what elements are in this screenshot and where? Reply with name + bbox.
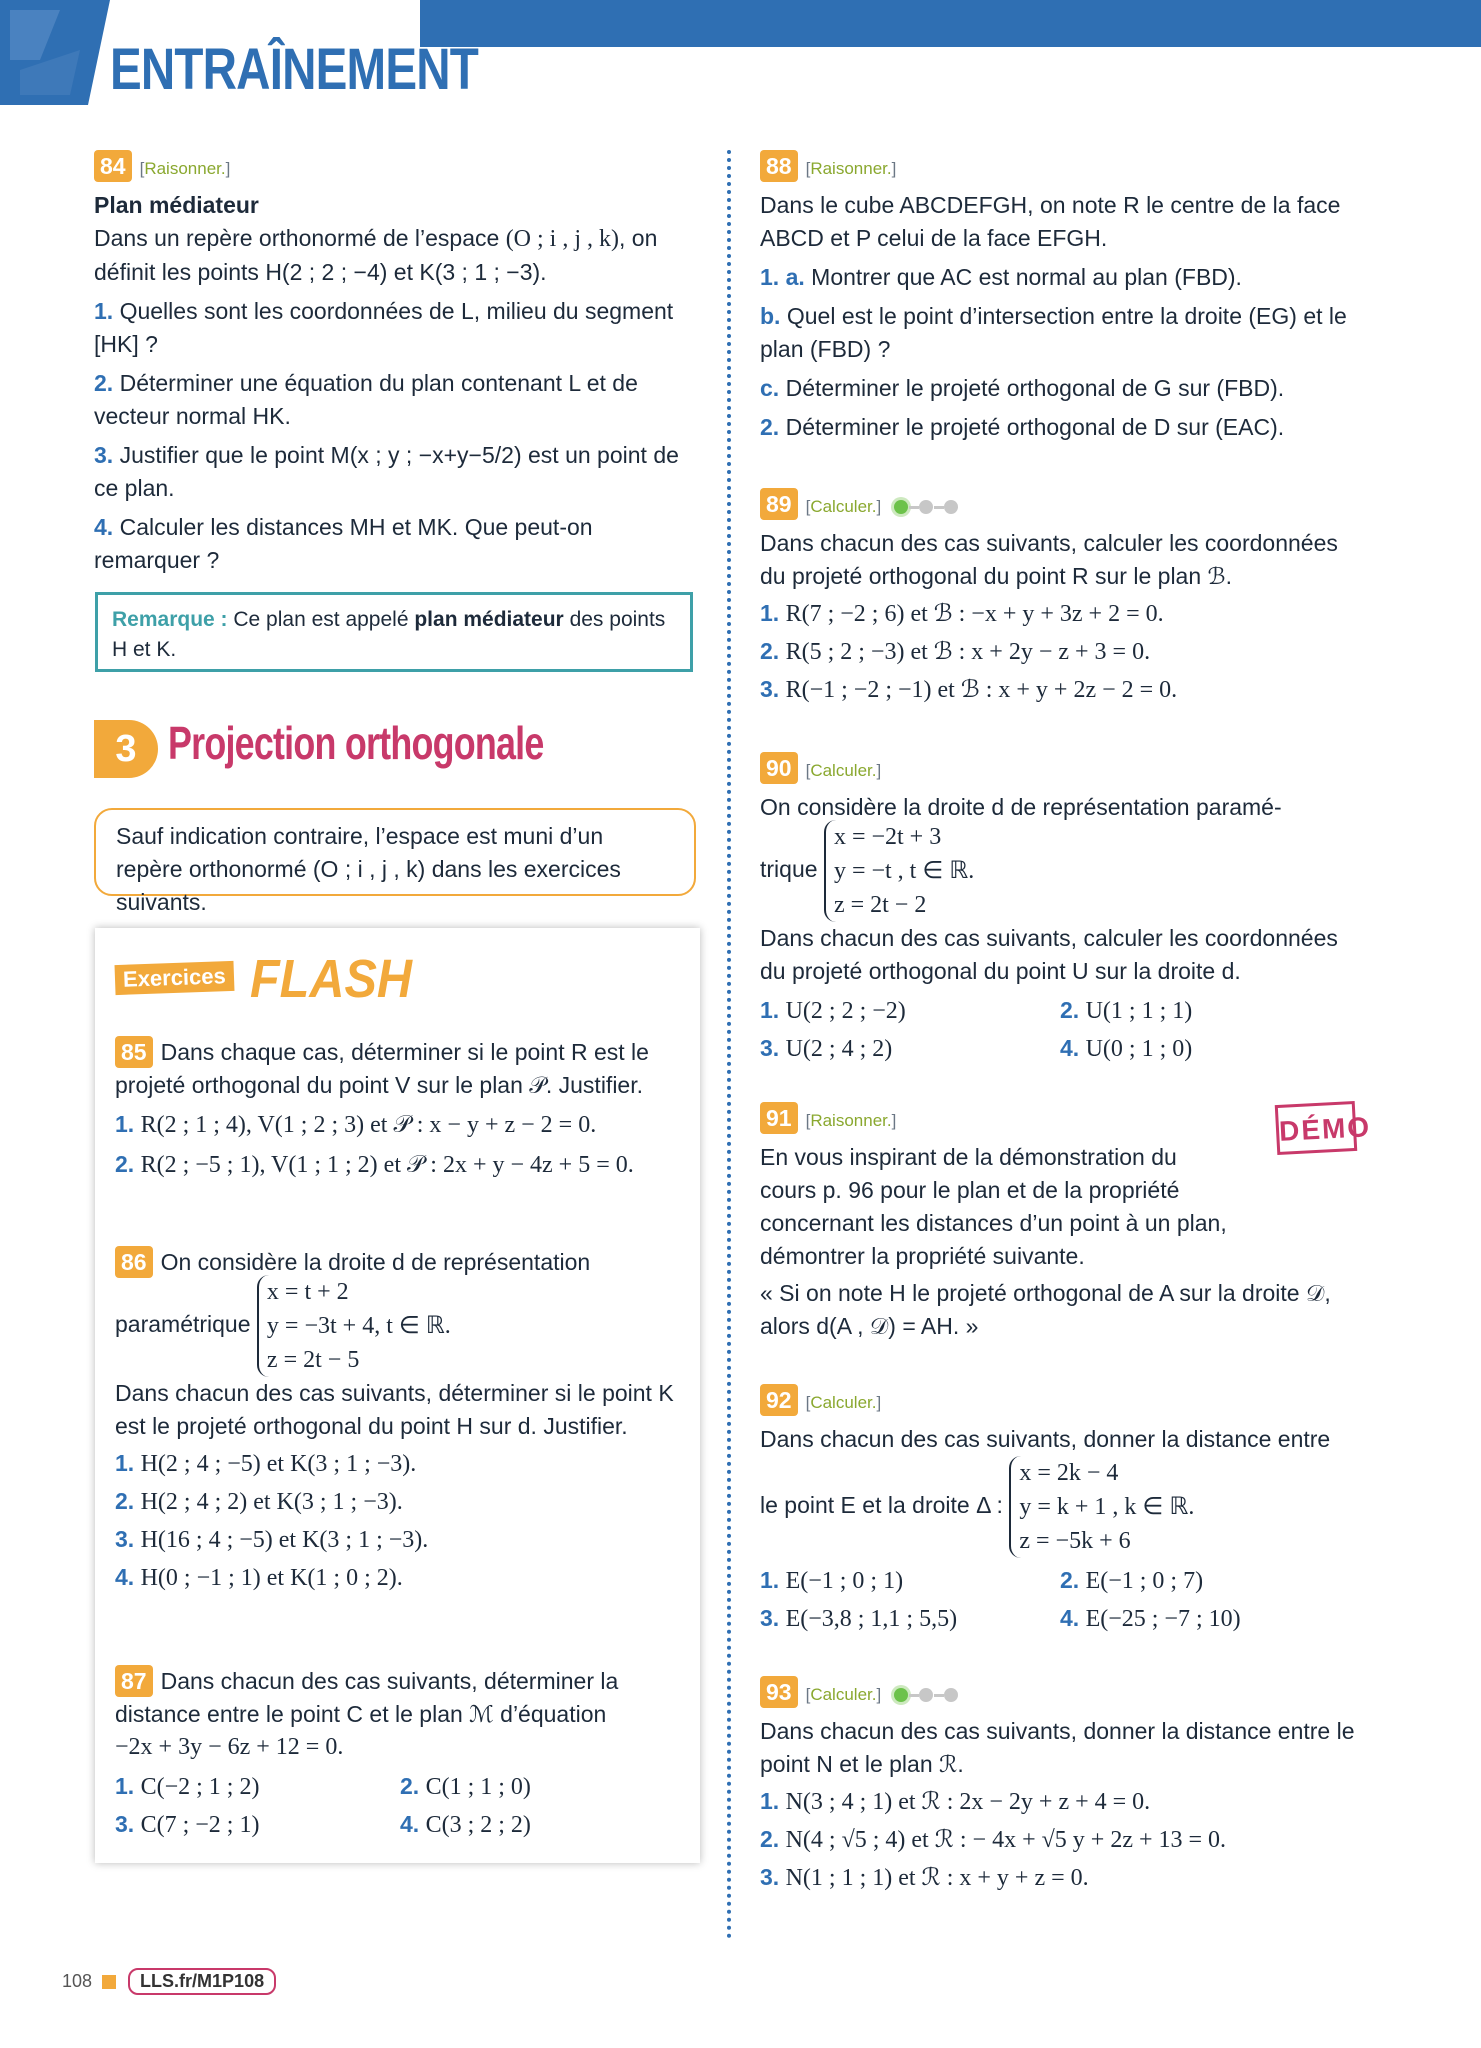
remark-text: Ce plan est appelé bbox=[233, 608, 409, 631]
exercise-93: 93 [Calculer.] Dans chacun des cas suivants, donner la distance entre le point N et le plan ℛ. 1. N(3 ; 4 ; 1) et ℛ : 2x − 2y + z + 4 = 0. 2. N(4 ; √5 ; 4) et ℛ : − 4x + √5 y + 2z + 13 = 0. 3. N(1 ; 1 ; 1) et ℛ : x + y + z = 0. bbox=[760, 1676, 1360, 1895]
question-3: E(−3,8 ; 1,1 ; 5,5) bbox=[785, 1606, 958, 1632]
remark-end: des points H et K. bbox=[112, 608, 666, 661]
exercise-number: 91 bbox=[760, 1102, 798, 1134]
exercise-number: 87 bbox=[115, 1665, 153, 1697]
exercise-text: Dans chaque cas, déterminer si le point R est le projeté orthogonal du point V sur le plan 𝒫. Justifier. bbox=[115, 1039, 649, 1098]
exercise-85: 85 Dans chaque cas, déterminer si le point R est le projeté orthogonal du point V sur le plan 𝒫. Justifier. 1. R(2 ; 1 ; 4), V(1 ; 2 ; 3) et 𝒫 : x − y + z − 2 = 0. 2. R(2 ; −5 ; 1), V(1 ; 1 ; 2) et 𝒫 : 2x + y − 4z + 5 = 0. bbox=[115, 1036, 685, 1182]
question-3: H(16 ; 4 ; −5) et K(3 ; 1 ; −3). bbox=[140, 1527, 429, 1553]
intro-end: , on bbox=[619, 225, 658, 251]
exercise-intro-2: définit les points H(2 ; 2 ; −4) et K(3 ; 1 ; −3). bbox=[94, 259, 547, 285]
question-2: N(4 ; √5 ; 4) et ℛ : − 4x + √5 y + 2z + 13 = 0. bbox=[785, 1827, 1227, 1853]
question-2: Déterminer le projeté orthogonal de D sur (EAC). bbox=[785, 414, 1285, 440]
exercise-text: Dans chacun des cas suivants, donner la distance entre bbox=[760, 1426, 1331, 1452]
question-2: U(1 ; 1 ; 1) bbox=[1085, 998, 1193, 1024]
sys-line-1: x = −2t + 3 bbox=[833, 824, 942, 850]
exercise-text: Dans le cube ABCDEFGH, on note R le centre de la face ABCD et P celui de la face EFGH. bbox=[760, 192, 1341, 251]
exercise-tag: Raisonner. bbox=[810, 159, 892, 178]
exercise-tag: Calculer. bbox=[810, 497, 877, 516]
question-4: Calculer les distances MH et MK. Que peut-on remarquer ? bbox=[94, 514, 593, 573]
flash-exercises-box bbox=[95, 928, 700, 1863]
question-3: R(−1 ; −2 ; −1) et ℬ : x + y + 2z − 2 = 0. bbox=[785, 677, 1178, 703]
question-1: E(−1 ; 0 ; 1) bbox=[785, 1568, 904, 1594]
question-2: E(−1 ; 0 ; 7) bbox=[1085, 1568, 1204, 1594]
exercise-tag: Raisonner. bbox=[144, 159, 226, 178]
trique-label: trique bbox=[760, 856, 818, 883]
exercise-number: 92 bbox=[760, 1384, 798, 1416]
exercise-tag: Raisonner. bbox=[810, 1111, 892, 1130]
section-title: Projection orthogonale bbox=[168, 717, 544, 769]
question-2: Déterminer une équation du plan contenant L et de vecteur normal HK. bbox=[94, 370, 638, 429]
exercise-intro: Dans un repère orthonormé de l’espace bbox=[94, 225, 500, 251]
corner-logo bbox=[0, 0, 110, 105]
question-1: H(2 ; 4 ; −5) et K(3 ; 1 ; −3). bbox=[140, 1451, 417, 1477]
exercise-number: 88 bbox=[760, 150, 798, 182]
exercise-text-2: Dans chacun des cas suivants, déterminer si le point K est le projeté orthogonal du point H sur d. Justifier. bbox=[115, 1380, 674, 1439]
question-3: U(2 ; 4 ; 2) bbox=[785, 1036, 893, 1062]
exercise-title: Plan médiateur bbox=[94, 192, 259, 218]
equation: −2x + 3y − 6z + 12 = 0. bbox=[115, 1734, 344, 1760]
remark-box bbox=[95, 592, 693, 672]
exercise-92: 92 [Calculer.] Dans chacun des cas suivants, donner la distance entre le point E et la droite Δ : x = 2k − 4 y = k + 1 , k ∈ ℝ. z = −5k + 6 1. E(−1 ; 0 ; 1) 2. E(−1 ; 0 ; 7) 3. E(−3,8 ; 1,1 ; 5,5) 4. E(−25 ; −7 ; 10) bbox=[760, 1384, 1360, 1636]
footer-link[interactable]: LLS.fr/M1P108 bbox=[128, 1968, 276, 1995]
exercise-quote: « Si on note H le projeté orthogonal de A sur la droite 𝒟, alors d(A , 𝒟) = AH. » bbox=[760, 1280, 1331, 1339]
flash-word: FLASH bbox=[250, 949, 412, 1009]
question-1a: Montrer que AC est normal au plan (FBD). bbox=[811, 264, 1242, 290]
param-label: paramétrique bbox=[115, 1311, 251, 1338]
exercise-number: 84 bbox=[94, 150, 132, 182]
sys-line-2: y = −3t + 4, t ∈ ℝ. bbox=[266, 1313, 451, 1339]
question-3: N(1 ; 1 ; 1) et ℛ : x + y + z = 0. bbox=[785, 1865, 1089, 1891]
exercise-88: 88 [Raisonner.] Dans le cube ABCDEFGH, on note R le centre de la face ABCD et P celui de la face EFGH. 1. a. Montrer que AC est normal au plan (FBD). b. Quel est le point d’intersection entre la droite (EG) et le plan (FBD) ? c. Déterminer le projeté orthogonal de G sur (FBD). 2. Déterminer le projeté orthogonal de D sur (EAC). bbox=[760, 150, 1360, 444]
exercise-tag: Calculer. bbox=[810, 761, 877, 780]
remark-bold: plan médiateur bbox=[414, 608, 564, 631]
page-title: ENTRAÎNEMENT bbox=[110, 37, 479, 102]
footer bbox=[62, 1968, 276, 1995]
exercise-87: 87 Dans chacun des cas suivants, déterminer la distance entre le point C et le plan ℳ d’équation −2x + 3y − 6z + 12 = 0. 1. C(−2 ; 1 ; 2) 2. C(1 ; 1 ; 0) 3. C(7 ; −2 ; 1) 4. C(3 ; 2 ; 2) bbox=[115, 1665, 685, 1842]
sys-line-3: z = 2t − 5 bbox=[266, 1347, 360, 1373]
exercise-text: Dans chacun des cas suivants, calculer les coordonnées du projeté orthogonal du point R sur le plan ℬ. bbox=[760, 530, 1338, 589]
question-1: R(7 ; −2 ; 6) et ℬ : −x + y + 3z + 2 = 0. bbox=[785, 601, 1164, 627]
question-2: C(1 ; 1 ; 0) bbox=[425, 1774, 531, 1800]
question-2: R(2 ; −5 ; 1), V(1 ; 1 ; 2) et 𝒫 : 2x + y − 4z + 5 = 0. bbox=[140, 1152, 634, 1178]
sys-line-1: x = 2k − 4 bbox=[1019, 1460, 1119, 1486]
question-3: Justifier que le point M(x ; y ; −x+y−5/2) est un point de ce plan. bbox=[94, 442, 679, 501]
parametric-system bbox=[1009, 1456, 1194, 1558]
exercise-text: Dans chacun des cas suivants, déterminer la distance entre le point C et le plan ℳ d’équation bbox=[115, 1668, 619, 1727]
exercise-text: Dans chacun des cas suivants, donner la distance entre le point N et le plan ℛ. bbox=[760, 1718, 1355, 1777]
exercise-number: 86 bbox=[115, 1246, 153, 1278]
sys-line-3: z = 2t − 2 bbox=[833, 892, 927, 918]
difficulty-indicator bbox=[894, 489, 959, 522]
question-1b: Quel est le point d’intersection entre la droite (EG) et le plan (FBD) ? bbox=[760, 303, 1347, 362]
exercise-91: 91 [Raisonner.] En vous inspirant de la démonstration du cours p. 96 pour le plan et de la propriété concernant les distances d’un point à un plan, démontrer la propriété suivante. « Si on note H le projeté orthogonal de A sur la droite 𝒟, alors d(A , 𝒟) = AH. » bbox=[760, 1102, 1360, 1343]
question-4: H(0 ; −1 ; 1) et K(1 ; 0 ; 2). bbox=[140, 1565, 403, 1591]
exercise-text: On considère la droite d de représentation bbox=[160, 1249, 591, 1275]
exercise-number: 85 bbox=[115, 1036, 153, 1068]
exercise-text-2: Dans chacun des cas suivants, calculer les coordonnées du projeté orthogonal du point U sur la droite d. bbox=[760, 925, 1338, 984]
exercise-tag: Calculer. bbox=[810, 1685, 877, 1704]
exercise-90: 90 [Calculer.] On considère la droite d de représentation paramé- trique x = −2t + 3 y = −t , t ∈ ℝ. z = 2t − 2 Dans chacun des cas suivants, calculer les coordonnées du projeté orthogonal du point U sur la droite d. 1. U(2 ; 2 ; −2) 2. U(1 ; 1 ; 1) 3. U(2 ; 4 ; 2) 4. U(0 ; 1 ; 0) bbox=[760, 752, 1360, 1066]
sys-line-1: x = t + 2 bbox=[266, 1279, 349, 1305]
exercise-number: 93 bbox=[760, 1676, 798, 1708]
sys-line-2: y = k + 1 , k ∈ ℝ. bbox=[1019, 1494, 1195, 1520]
question-1c: Déterminer le projeté orthogonal de G sur (FBD). bbox=[785, 375, 1285, 401]
footer-square-icon bbox=[102, 1975, 116, 1989]
column-divider bbox=[727, 150, 731, 1940]
exercise-text: On considère la droite d de représentation paramé- bbox=[760, 794, 1282, 820]
question-1: N(3 ; 4 ; 1) et ℛ : 2x − 2y + z + 4 = 0. bbox=[785, 1789, 1151, 1815]
frame-notation: (O ; i , j , k) bbox=[505, 226, 620, 252]
demo-badge[interactable]: DÉMO bbox=[1275, 1101, 1358, 1155]
question-1: Quelles sont les coordonnées de L, milieu du segment [HK] ? bbox=[94, 298, 674, 357]
question-1: R(2 ; 1 ; 4), V(1 ; 2 ; 3) et 𝒫 : x − y + z − 2 = 0. bbox=[140, 1112, 597, 1138]
parametric-system bbox=[257, 1275, 451, 1377]
flash-label: Exercices bbox=[115, 961, 235, 995]
parametric-system bbox=[824, 820, 974, 922]
exercise-number: 89 bbox=[760, 488, 798, 520]
question-2: H(2 ; 4 ; 2) et K(3 ; 1 ; −3). bbox=[140, 1489, 403, 1515]
question-4: U(0 ; 1 ; 0) bbox=[1085, 1036, 1193, 1062]
question-4: E(−25 ; −7 ; 10) bbox=[1085, 1606, 1241, 1632]
question-4: C(3 ; 2 ; 2) bbox=[425, 1812, 531, 1838]
question-3: C(7 ; −2 ; 1) bbox=[140, 1812, 260, 1838]
exercise-86: 86 On considère la droite d de représentation paramétrique x = t + 2 y = −3t + 4, t ∈ ℝ. z = 2t − 5 Dans chacun des cas suivants, déterminer si le point K est le projeté orthogonal du point H sur d. Justifier. 1. H(2 ; 4 ; −5) et K(3 ; 1 ; −3). 2. H(2 ; 4 ; 2) et K(3 ; 1 ; −3). 3. H(16 ; 4 ; −5) et K(3 ; 1 ; −3). 4. H(0 ; −1 ; 1) et K(1 ; 0 ; 2). bbox=[115, 1246, 685, 1595]
exercise-tag: Calculer. bbox=[810, 1393, 877, 1412]
remark-label: Remarque : bbox=[112, 608, 228, 631]
question-1: C(−2 ; 1 ; 2) bbox=[140, 1774, 260, 1800]
difficulty-indicator bbox=[894, 1677, 959, 1710]
sys-line-3: z = −5k + 6 bbox=[1019, 1528, 1131, 1554]
sys-line-2: y = −t , t ∈ ℝ. bbox=[833, 858, 975, 884]
section-number: 3 bbox=[94, 720, 158, 778]
question-1: U(2 ; 2 ; −2) bbox=[785, 998, 906, 1024]
exercise-89: 89 [Calculer.] Dans chacun des cas suivants, calculer les coordonnées du projeté orthogonal du point R sur le plan ℬ. 1. R(7 ; −2 ; 6) et ℬ : −x + y + 3z + 2 = 0. 2. R(5 ; 2 ; −3) et ℬ : x + 2y − z + 3 = 0. 3. R(−1 ; −2 ; −1) et ℬ : x + y + 2z − 2 = 0. bbox=[760, 488, 1360, 707]
exercise-number: 90 bbox=[760, 752, 798, 784]
info-box: Sauf indication contraire, l’espace est muni d’un repère orthonormé (O ; i , j , k) dans les exercices suivants. bbox=[94, 808, 696, 896]
exercise-text-2: le point E et la droite Δ : bbox=[760, 1492, 1003, 1519]
top-banner bbox=[420, 0, 1481, 47]
page-number: 108 bbox=[62, 1971, 93, 1991]
exercise-84: 84 [Raisonner.] Plan médiateur Dans un repère orthonormé de l’espace (O ; i , j , k), on définit les points H(2 ; 2 ; −4) et K(3 ; 1 ; −3). 1. Quelles sont les coordonnées de L, milieu du segment [HK] ? 2. Déterminer une équation du plan contenant L et de vecteur normal HK. 3. Justifier que le point M(x ; y ; −x+y−5/2) est un point de ce plan. 4. Calculer les distances MH et MK. Que peut-on remarquer ? bbox=[94, 150, 704, 577]
question-2: R(5 ; 2 ; −3) et ℬ : x + 2y − z + 3 = 0. bbox=[785, 639, 1151, 665]
exercise-text: En vous inspirant de la démonstration du cours p. 96 pour le plan et de la propriété concernant les distances d’un point à un plan, démontrer la propriété suivante. bbox=[760, 1144, 1227, 1269]
